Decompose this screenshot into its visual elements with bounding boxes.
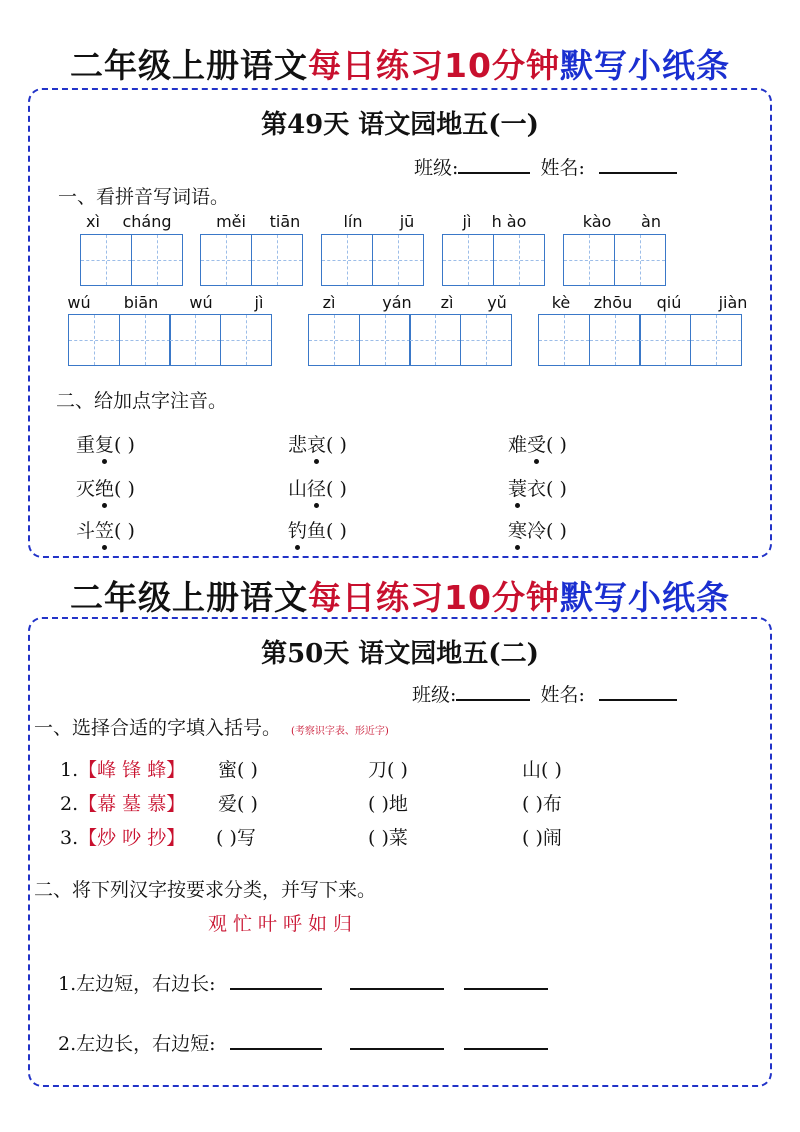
day49-title: 第49天 语文园地五(一) [261, 110, 539, 140]
answer-blank[interactable] [230, 1030, 322, 1050]
day49-class-name-line [414, 153, 677, 180]
fill-blank[interactable]: 刀( ) [368, 759, 408, 781]
word-item: 寒冷( ) [508, 516, 567, 543]
q1-label: 1.左边短，右边长: [58, 973, 216, 995]
pinyin: wú [67, 293, 91, 312]
choice-row: 2.【幕 墓 慕】 [60, 793, 186, 815]
word-item: 斗笠( ) [76, 516, 135, 543]
name-blank[interactable] [599, 681, 677, 701]
writing-grid[interactable] [308, 314, 510, 366]
classify-characters: 观忙叶呼如归 [208, 913, 359, 935]
class-blank[interactable] [458, 154, 530, 174]
pinyin: xì [86, 212, 100, 231]
pinyin: zì [322, 293, 336, 312]
class-label: 班级: [414, 157, 459, 179]
answer-blank[interactable] [464, 1030, 548, 1050]
word-item: 山径( ) [288, 474, 347, 501]
fill-blank[interactable]: ( )地 [368, 793, 408, 815]
pinyin: wú [189, 293, 213, 312]
writing-grid[interactable] [563, 234, 664, 286]
pinyin: jì [254, 293, 264, 312]
word-item: 钓鱼( ) [288, 516, 347, 543]
writing-grid[interactable] [68, 314, 270, 366]
fill-blank[interactable]: ( )闹 [522, 827, 562, 849]
pinyin: kè [551, 293, 571, 312]
pinyin: lín [343, 212, 363, 231]
section1-hint: (考察识字表、形近字) [291, 726, 389, 737]
pinyin: jiàn [718, 293, 748, 312]
answer-blank[interactable] [350, 970, 444, 990]
fill-blank[interactable]: ( )布 [522, 793, 562, 815]
fill-blank[interactable]: ( )写 [216, 827, 256, 849]
day50-class-name-line [412, 680, 677, 707]
day50-section1-heading [34, 713, 389, 740]
banner-part2: 每日练习10分钟 [308, 46, 560, 85]
fill-blank[interactable]: 蜜( ) [218, 759, 258, 781]
answer-blank[interactable] [230, 970, 322, 990]
pinyin: měi [216, 212, 246, 231]
worksheet-banner-top [0, 40, 800, 87]
answer-blank[interactable] [350, 1030, 444, 1050]
writing-grid[interactable] [200, 234, 301, 286]
pinyin: yán [382, 293, 412, 312]
word-item: 蓑衣( ) [508, 474, 567, 501]
name-label: 姓名: [540, 157, 585, 179]
day50-title: 第50天 语文园地五(二) [261, 639, 539, 669]
pinyin: h ào [491, 212, 527, 231]
word-item: 难受( ) [508, 430, 567, 457]
word-item: 灭绝( ) [76, 474, 135, 501]
section1-text: 一、选择合适的字填入括号。 [34, 717, 282, 739]
choice-row: 1.【峰 锋 蜂】 [60, 759, 186, 781]
writing-grid[interactable] [442, 234, 543, 286]
banner-part2: 每日练习10分钟 [308, 578, 560, 617]
day49-section2-heading: 二、给加点字注音。 [56, 390, 228, 412]
pinyin: zhōu [593, 293, 633, 312]
pinyin: zì [440, 293, 454, 312]
day49-section1-heading: 一、看拼音写词语。 [58, 186, 230, 208]
pinyin: cháng [122, 212, 172, 231]
banner-part3: 默写小纸条 [559, 46, 730, 85]
pinyin: jū [399, 212, 415, 231]
fill-blank[interactable]: 山( ) [522, 759, 562, 781]
choice-row: 3.【炒 吵 抄】 [60, 827, 186, 849]
name-label: 姓名: [540, 684, 585, 706]
banner-part1: 二年级上册语文 [70, 578, 309, 617]
pinyin: qiú [656, 293, 682, 312]
word-item: 重复( ) [76, 430, 135, 457]
day49-worksheet [28, 88, 772, 558]
worksheet-banner-bottom [0, 572, 800, 619]
writing-grid[interactable] [321, 234, 422, 286]
word-item: 悲哀( ) [288, 430, 347, 457]
fill-blank[interactable]: 爱( ) [218, 793, 258, 815]
class-blank[interactable] [456, 681, 530, 701]
pinyin: kào [582, 212, 612, 231]
fill-blank[interactable]: ( )菜 [368, 827, 408, 849]
pinyin: yǔ [487, 293, 507, 312]
banner-part3: 默写小纸条 [559, 578, 730, 617]
classify-question-2 [58, 1029, 548, 1056]
class-label: 班级: [412, 684, 457, 706]
answer-blank[interactable] [464, 970, 548, 990]
pinyin: jì [462, 212, 472, 231]
pinyin: biān [123, 293, 159, 312]
classify-question-1 [58, 969, 548, 996]
writing-grid[interactable] [538, 314, 740, 366]
q2-label: 2.左边长，右边短: [58, 1033, 216, 1055]
name-blank[interactable] [599, 154, 677, 174]
day50-worksheet [28, 617, 772, 1087]
pinyin: àn [641, 212, 661, 231]
writing-grid[interactable] [80, 234, 181, 286]
day50-section2-heading: 二、将下列汉字按要求分类，并写下来。 [34, 879, 377, 901]
banner-part1: 二年级上册语文 [70, 46, 309, 85]
pinyin: tiān [269, 212, 301, 231]
